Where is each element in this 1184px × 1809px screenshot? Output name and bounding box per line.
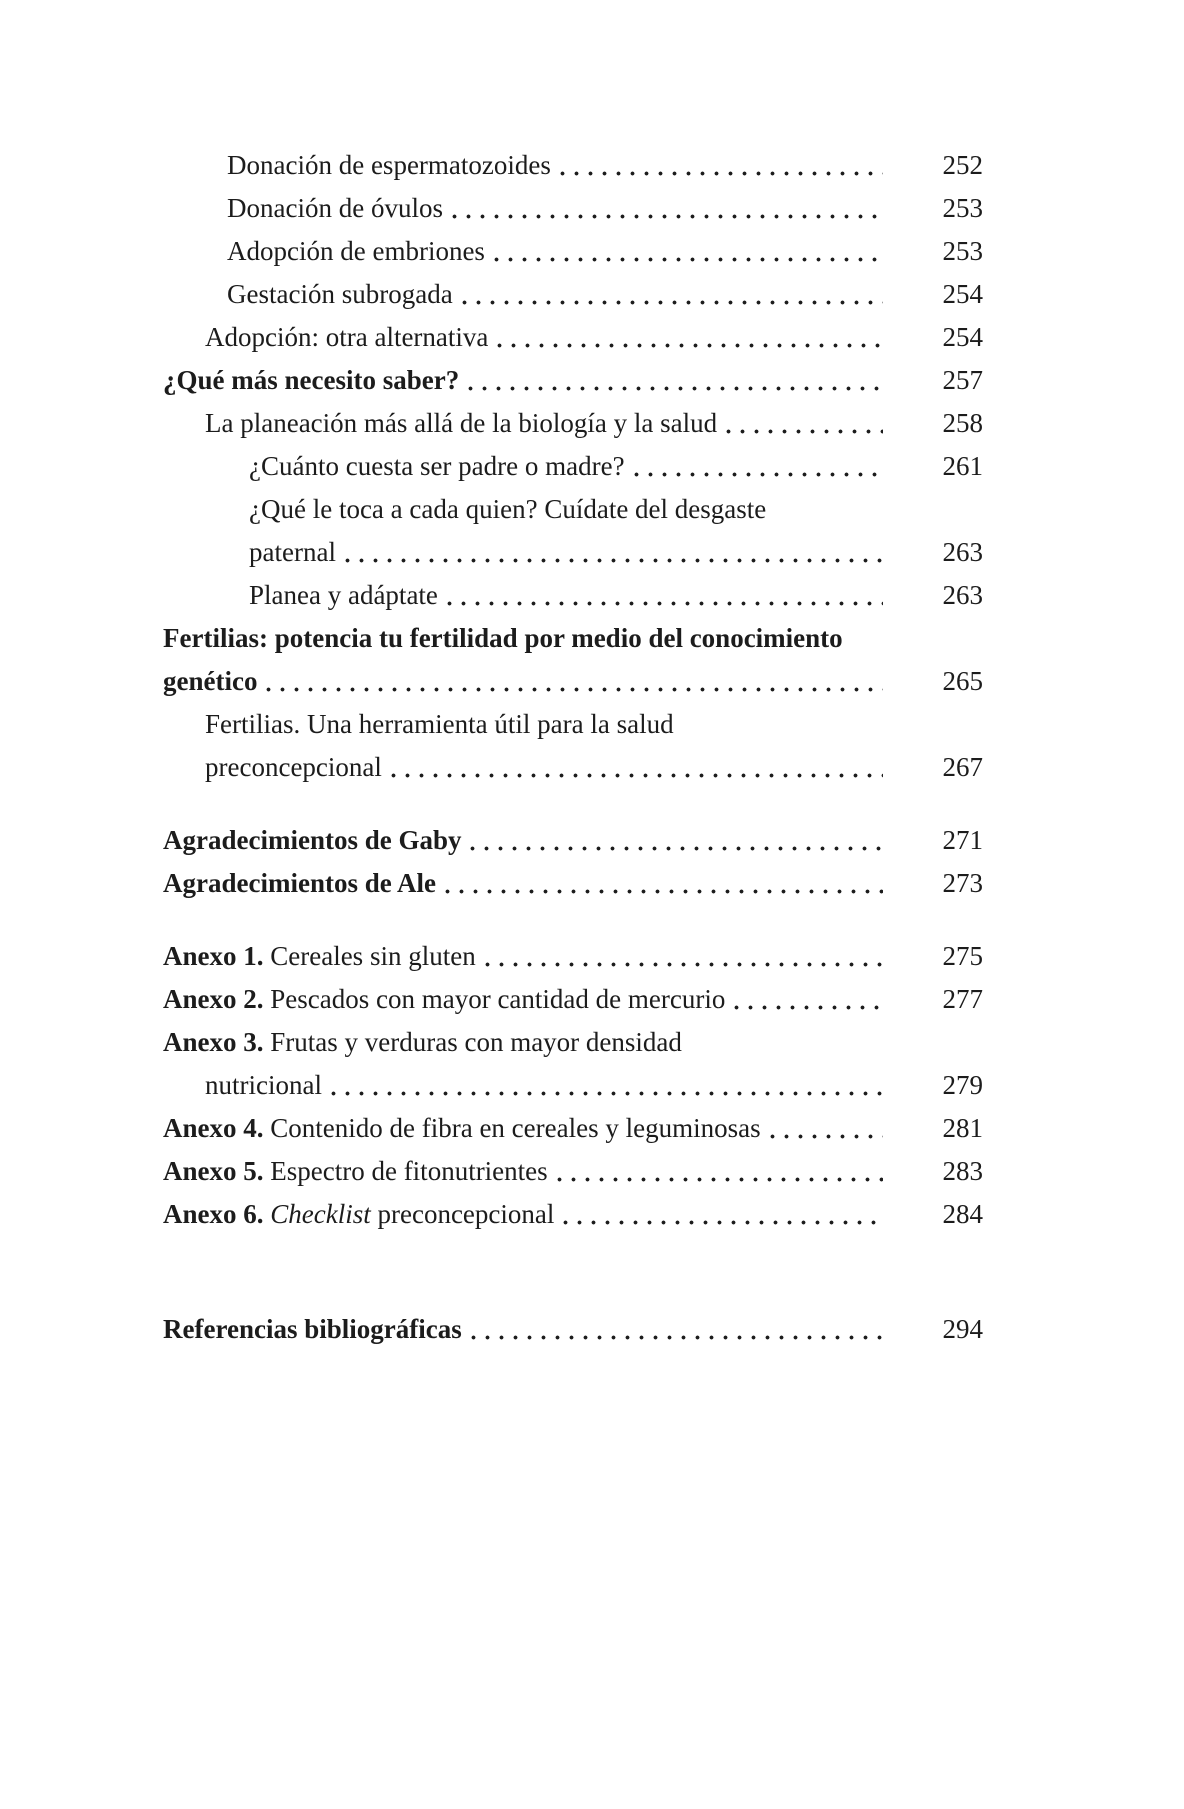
- toc-entry-continuation: [163, 746, 983, 789]
- dot-leader: [560, 171, 883, 176]
- toc-entry-text: [163, 935, 476, 978]
- toc-entry-title: Pescados con mayor cantidad de mercurio: [263, 984, 726, 1014]
- toc-page-number: 275: [942, 941, 983, 971]
- toc-entry-italic: Checklist: [263, 1199, 371, 1229]
- toc-entry-text: Fertilias. Una herramienta útil para la salud: [205, 709, 674, 739]
- toc-entry-title: preconcepcional: [370, 1199, 555, 1229]
- toc-annex-entry: [163, 1021, 983, 1064]
- toc-entry: [163, 574, 983, 617]
- dot-leader: [445, 889, 883, 894]
- dot-leader: [563, 1220, 883, 1225]
- toc-page-number: 253: [942, 236, 983, 266]
- toc-page-number: 263: [942, 537, 983, 567]
- toc-entry: [163, 488, 983, 531]
- toc-annex-entry: [163, 1150, 983, 1193]
- toc-entry-text: Planea y adáptate: [249, 580, 438, 610]
- toc-page-number: 263: [942, 580, 983, 610]
- toc-page-number: 253: [942, 193, 983, 223]
- toc-entry: [163, 703, 983, 746]
- toc-chapter-entry: [163, 1308, 983, 1351]
- toc-page-number: 284: [942, 1199, 983, 1229]
- toc-entry-text: ¿Cuánto cuesta ser padre o madre?: [249, 451, 625, 481]
- toc-entry-text: Referencias bibliográficas: [163, 1314, 462, 1344]
- toc-annex-entry: [163, 978, 983, 1021]
- toc-entry: [163, 230, 983, 273]
- toc-entry-text: [163, 1150, 548, 1193]
- dot-leader: [391, 773, 883, 778]
- toc-entry-text: [163, 978, 725, 1021]
- toc-page-number: 258: [942, 408, 983, 438]
- toc-annex-entry: [163, 1107, 983, 1150]
- toc-page-number: 257: [942, 365, 983, 395]
- toc-chapter-entry: [163, 819, 983, 862]
- toc-entry: [163, 144, 983, 187]
- toc-entry-text: preconcepcional: [205, 752, 382, 782]
- toc-page-number: 252: [942, 150, 983, 180]
- dot-leader: [462, 300, 883, 305]
- toc-entry-text: Agradecimientos de Ale: [163, 868, 436, 898]
- toc-entry-text: Gestación subrogada: [227, 279, 453, 309]
- dot-leader: [471, 1335, 883, 1340]
- toc-chapter-entry: [163, 617, 983, 660]
- toc-entry-title: Contenido de fibra en cereales y leguminosas: [263, 1113, 761, 1143]
- toc-page-number: 279: [942, 1070, 983, 1100]
- toc-annex-label: Anexo 5.: [163, 1156, 264, 1186]
- toc-annex-label: Anexo 4.: [163, 1113, 264, 1143]
- toc-chapter-entry: [163, 359, 983, 402]
- toc-entry-continuation: [163, 1064, 983, 1107]
- dot-leader: [634, 472, 883, 477]
- dot-leader: [331, 1091, 883, 1096]
- toc-entry-text: ¿Qué le toca a cada quien? Cuídate del desgaste: [249, 494, 767, 524]
- toc-chapter-entry: [163, 862, 983, 905]
- toc-entry: [163, 316, 983, 359]
- dot-leader: [497, 343, 883, 348]
- toc-entry-text: [163, 1021, 682, 1064]
- toc-page-number: 281: [942, 1113, 983, 1143]
- toc-page-number: 254: [942, 322, 983, 352]
- toc-annex-label: Anexo 1.: [163, 941, 264, 971]
- toc-entry-text: genético: [163, 666, 258, 696]
- toc-entry-continuation: [163, 531, 983, 574]
- dot-leader: [726, 429, 883, 434]
- toc-entry-title: Espectro de fitonutrientes: [263, 1156, 548, 1186]
- toc-annex-entry: [163, 935, 983, 978]
- dot-leader: [452, 214, 883, 219]
- dot-leader: [447, 601, 883, 606]
- toc-entry: [163, 445, 983, 488]
- toc-page-number: 261: [942, 451, 983, 481]
- dot-leader: [734, 1005, 883, 1010]
- dot-leader: [485, 962, 883, 967]
- toc-page-number: 267: [942, 752, 983, 782]
- toc-entry: [163, 402, 983, 445]
- toc-entry-text: [163, 1107, 761, 1150]
- toc-page-number: 273: [942, 868, 983, 898]
- toc-entry-title: Frutas y verduras con mayor densidad: [263, 1027, 682, 1057]
- toc-entry-text: Fertilias: potencia tu fertilidad por medio del conocimiento: [163, 623, 843, 653]
- toc-page-number: 294: [942, 1314, 983, 1344]
- toc-entry-text: Adopción: otra alternativa: [205, 322, 489, 352]
- toc-annex-label: Anexo 2.: [163, 984, 264, 1014]
- dot-leader: [345, 558, 883, 563]
- toc-entry-text: Agradecimientos de Gaby: [163, 825, 462, 855]
- toc-entry-text: Donación de espermatozoides: [227, 150, 551, 180]
- toc-entry-continuation: [163, 660, 983, 703]
- toc-entry: [163, 187, 983, 230]
- toc-page-number: 271: [942, 825, 983, 855]
- toc-page-number: 283: [942, 1156, 983, 1186]
- toc-entry-text: nutricional: [205, 1070, 322, 1100]
- toc-entry-text: paternal: [249, 537, 336, 567]
- dot-leader: [468, 386, 883, 391]
- toc-entry-text: Donación de óvulos: [227, 193, 443, 223]
- dot-leader: [266, 687, 883, 692]
- toc-page-number: 265: [942, 666, 983, 696]
- toc-entry: [163, 273, 983, 316]
- toc-entry-text: Adopción de embriones: [227, 236, 485, 266]
- toc-entry-text: [163, 1193, 554, 1236]
- toc-entry-title: Cereales sin gluten: [263, 941, 476, 971]
- dot-leader: [770, 1134, 883, 1139]
- dot-leader: [470, 846, 883, 851]
- toc-annex-label: Anexo 6.: [163, 1199, 264, 1229]
- toc-entry-text: ¿Qué más necesito saber?: [163, 365, 460, 395]
- toc-annex-entry: [163, 1193, 983, 1236]
- toc-page-number: 254: [942, 279, 983, 309]
- toc-page-number: 277: [942, 984, 983, 1014]
- toc-annex-label: Anexo 3.: [163, 1027, 264, 1057]
- toc-entry-text: La planeación más allá de la biología y la salud: [205, 408, 718, 438]
- dot-leader: [494, 257, 883, 262]
- dot-leader: [557, 1177, 883, 1182]
